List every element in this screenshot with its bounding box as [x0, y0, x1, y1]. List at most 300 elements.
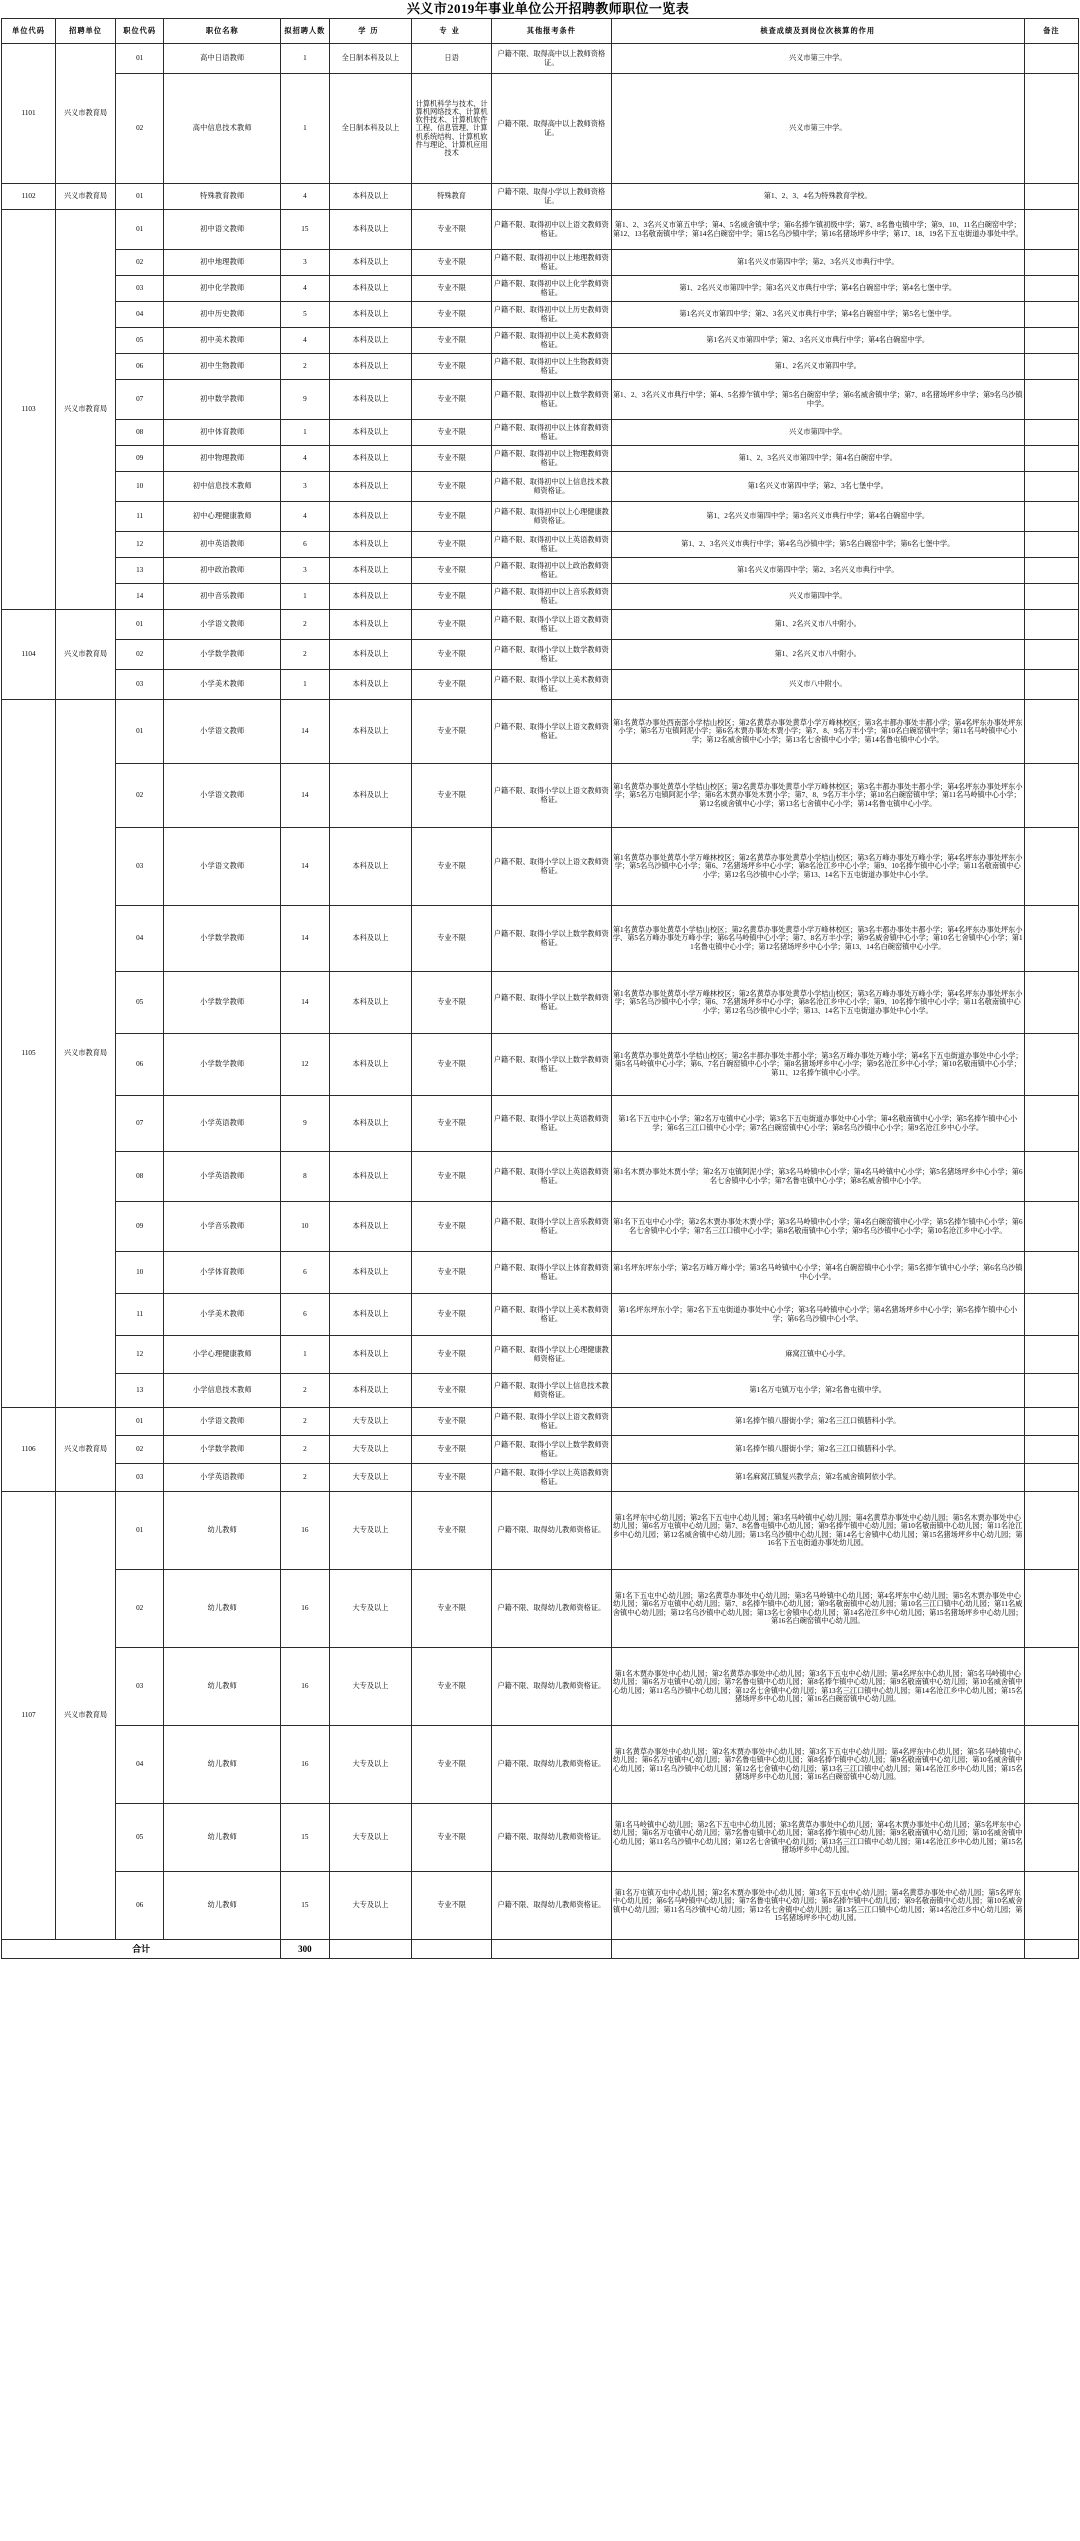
cell-position-code: 04	[115, 302, 163, 328]
cell-other-conditions: 户籍不限、取得初中以上信息技术教师资格证。	[492, 472, 612, 502]
cell-major: 专业不限	[412, 1804, 492, 1872]
cell-major: 专业不限	[412, 670, 492, 700]
cell-remark	[1024, 1034, 1078, 1096]
cell-assessment: 第1名兴义市第四中学；第2、3名兴义市典行中学。	[611, 250, 1024, 276]
cell-other-conditions: 户籍不限、取得小学以上英语教师资格证。	[492, 1464, 612, 1492]
cell-major: 专业不限	[412, 1336, 492, 1374]
cell-remark	[1024, 250, 1078, 276]
cell-assessment: 第1名坪东坪东小学；第2名万峰万峰小学；第3名马岭镇中心小学；第4名白碗窑镇中心小学；第5名捧乍镇中心小学；第6名乌沙镇中心小学。	[611, 1252, 1024, 1294]
table-row	[2, 906, 1079, 972]
cell-position-code: 01	[115, 44, 163, 74]
cell-remark	[1024, 558, 1078, 584]
cell-other-conditions: 户籍不限、取得小学以上语文教师资格证。	[492, 828, 612, 906]
cell-other-conditions: 户籍不限、取得小学以上数学教师资格证。	[492, 1034, 612, 1096]
cell-remark	[1024, 1492, 1078, 1570]
cell-education: 本科及以上	[329, 700, 412, 764]
cell-position-name: 小学数学教师	[164, 906, 281, 972]
cell-remark	[1024, 74, 1078, 184]
cell-major: 专业不限	[412, 472, 492, 502]
cell-remark	[1024, 184, 1078, 210]
cell-headcount: 12	[281, 1034, 329, 1096]
cell-assessment: 第1名兴义市第四中学；第2、3名兴义市典行中学。	[611, 558, 1024, 584]
table-row	[2, 184, 1079, 210]
cell-position-name: 初中政治教师	[164, 558, 281, 584]
cell-position-code: 10	[115, 1252, 163, 1294]
cell-major: 专业不限	[412, 1294, 492, 1336]
cell-other-conditions: 户籍不限、取得初中以上化学教师资格证。	[492, 276, 612, 302]
cell-unit-name: 兴义市教育局	[56, 700, 116, 1408]
cell-remark	[1024, 972, 1078, 1034]
table-row	[2, 1436, 1079, 1464]
table-row	[2, 1570, 1079, 1648]
cell-remark	[1024, 1152, 1078, 1202]
cell-headcount: 2	[281, 354, 329, 380]
cell-assessment: 第1名捧乍镇八腊街小学；第2名三江口镇腊科小学。	[611, 1436, 1024, 1464]
cell-position-name: 幼儿教师	[164, 1872, 281, 1940]
cell-position-code: 11	[115, 502, 163, 532]
cell-assessment: 兴义市第三中学。	[611, 74, 1024, 184]
cell-education: 大专及以上	[329, 1726, 412, 1804]
header-unit-code: 单位代码	[2, 19, 56, 44]
cell-major: 专业不限	[412, 380, 492, 420]
cell-position-name: 小学信息技术教师	[164, 1374, 281, 1408]
cell-headcount: 8	[281, 1152, 329, 1202]
cell-other-conditions: 户籍不限、取得幼儿教师资格证。	[492, 1570, 612, 1648]
cell-education: 本科及以上	[329, 354, 412, 380]
total-blank-cell	[1024, 1940, 1078, 1959]
cell-position-name: 初中地理教师	[164, 250, 281, 276]
header-other-conditions: 其他报考条件	[492, 19, 612, 44]
cell-education: 本科及以上	[329, 1202, 412, 1252]
table-row	[2, 1034, 1079, 1096]
cell-education: 本科及以上	[329, 1336, 412, 1374]
total-blank-cell	[329, 1940, 412, 1959]
cell-other-conditions: 户籍不限、取得初中以上美术教师资格证。	[492, 328, 612, 354]
cell-other-conditions: 户籍不限、取得幼儿教师资格证。	[492, 1872, 612, 1940]
cell-position-code: 13	[115, 1374, 163, 1408]
cell-position-name: 初中历史教师	[164, 302, 281, 328]
header-headcount: 拟招聘人数	[281, 19, 329, 44]
cell-other-conditions: 户籍不限、取得小学以上美术教师资格证。	[492, 670, 612, 700]
cell-headcount: 6	[281, 1294, 329, 1336]
cell-position-name: 初中美术教师	[164, 328, 281, 354]
cell-major: 专业不限	[412, 1492, 492, 1570]
cell-education: 大专及以上	[329, 1570, 412, 1648]
cell-position-code: 09	[115, 1202, 163, 1252]
cell-major: 专业不限	[412, 328, 492, 354]
cell-assessment: 第1、2名兴义市第四中学；第3名兴义市典行中学；第4名白碗窑中学；第4名七堡中学。	[611, 276, 1024, 302]
cell-headcount: 10	[281, 1202, 329, 1252]
cell-remark	[1024, 380, 1078, 420]
cell-assessment: 第1名黄草办事处黄草小学万峰林校区；第2名黄草办事处黄草小学桔山校区；第3名万峰办事处万峰小学；第4名坪东办事处坪东小学；第5名乌沙镇中心小学；第6、7名猪场坪乡中心小学；第8名沧江乡中心小学；第9、10名捧乍镇中心小学；第11名敬南镇中心小学；第12名乌沙镇中心小学；第13、14名下五屯街道办事处中心小学。	[611, 828, 1024, 906]
cell-position-name: 初中英语教师	[164, 532, 281, 558]
cell-position-code: 08	[115, 1152, 163, 1202]
cell-headcount: 16	[281, 1726, 329, 1804]
cell-education: 大专及以上	[329, 1804, 412, 1872]
cell-major: 专业不限	[412, 1570, 492, 1648]
cell-major: 专业不限	[412, 276, 492, 302]
cell-headcount: 5	[281, 302, 329, 328]
cell-unit-name: 兴义市教育局	[56, 610, 116, 700]
cell-position-code: 03	[115, 1648, 163, 1726]
cell-assessment: 第1名黄草办事处中心幼儿园；第2名木贾办事处中心幼儿园；第3名下五屯中心幼儿园；第4名坪东中心幼儿园；第5名马岭镇中心幼儿园；第6名万屯镇中心幼儿园；第7名鲁屯镇中心幼儿园；第8名捧乍镇中心幼儿园；第9名敬南镇中心幼儿园；第10名威舍镇中心幼儿园；第11名乌沙镇中心幼儿园；第12名七舍镇中心幼儿园；第13名三江口镇中心幼儿园；第14名沧江乡中心幼儿园；第15名猪场坪乡中心幼儿园；第16名白碗窑镇中心幼儿园。	[611, 1726, 1024, 1804]
table-row	[2, 670, 1079, 700]
header-assessment: 核查成绩及到岗位次核算的作用	[611, 19, 1024, 44]
cell-education: 本科及以上	[329, 380, 412, 420]
cell-assessment: 第1名黄草办事处黄草小学万峰林校区；第2名黄草办事处黄草小学桔山校区；第3名万峰办事处万峰小学；第4名坪东办事处坪东小学；第5名乌沙镇中心小学；第6、7名猪场坪乡中心小学；第8名沧江乡中心小学；第9、10名捧乍镇中心小学；第11名敬南镇中心小学；第12名乌沙镇中心小学；第13、14名下五屯街道办事处中心小学。	[611, 972, 1024, 1034]
cell-major: 专业不限	[412, 1096, 492, 1152]
cell-major: 专业不限	[412, 764, 492, 828]
table-row	[2, 44, 1079, 74]
header-unit: 招聘单位	[56, 19, 116, 44]
cell-education: 本科及以上	[329, 276, 412, 302]
cell-education: 本科及以上	[329, 972, 412, 1034]
cell-position-code: 11	[115, 1294, 163, 1336]
cell-other-conditions: 户籍不限、取得小学以上数学教师资格证。	[492, 1436, 612, 1464]
cell-remark	[1024, 1294, 1078, 1336]
cell-remark	[1024, 276, 1078, 302]
cell-other-conditions: 户籍不限、取得小学以上体育教师资格证。	[492, 1252, 612, 1294]
cell-major: 专业不限	[412, 420, 492, 446]
table-row	[2, 1152, 1079, 1202]
cell-other-conditions: 户籍不限、取得小学以上英语教师资格证。	[492, 1096, 612, 1152]
cell-major: 专业不限	[412, 1408, 492, 1436]
cell-assessment: 第1、2、3名兴义市典行中学；第4、5名捧乍镇中学；第5名白碗窑中学；第6名威舍镇中学；第7、8名猪场坪乡中学；第9名乌沙镇中学。	[611, 380, 1024, 420]
table-row	[2, 584, 1079, 610]
cell-position-name: 小学数学教师	[164, 972, 281, 1034]
cell-assessment: 第1、2名兴义市第四中学；第3名兴义市典行中学；第4名白碗窑中学。	[611, 502, 1024, 532]
cell-position-name: 小学语文教师	[164, 764, 281, 828]
cell-other-conditions: 户籍不限、取得小学以上数学教师资格证。	[492, 906, 612, 972]
cell-headcount: 15	[281, 1804, 329, 1872]
cell-major: 专业不限	[412, 828, 492, 906]
cell-position-name: 特殊教育教师	[164, 184, 281, 210]
cell-remark	[1024, 420, 1078, 446]
cell-assessment: 第1、2、3、4名为特殊教育学校。	[611, 184, 1024, 210]
cell-other-conditions: 户籍不限、取得初中以上英语教师资格证。	[492, 532, 612, 558]
cell-headcount: 16	[281, 1570, 329, 1648]
cell-headcount: 14	[281, 700, 329, 764]
cell-education: 本科及以上	[329, 1252, 412, 1294]
table-row	[2, 502, 1079, 532]
cell-position-code: 01	[115, 1492, 163, 1570]
cell-position-code: 04	[115, 1726, 163, 1804]
cell-assessment: 兴义市第四中学。	[611, 420, 1024, 446]
cell-assessment: 第1、2、3名兴义市典行中学；第4名乌沙镇中学；第5名白碗窑中学；第6名七堡中学。	[611, 532, 1024, 558]
cell-education: 本科及以上	[329, 906, 412, 972]
cell-remark	[1024, 1648, 1078, 1726]
cell-other-conditions: 户籍不限、取得初中以上生物教师资格证。	[492, 354, 612, 380]
table-row	[2, 828, 1079, 906]
title-band	[0, 0, 1080, 18]
cell-major: 专业不限	[412, 502, 492, 532]
cell-assessment: 麻窝江镇中心小学。	[611, 1336, 1024, 1374]
cell-assessment: 第1、2、3名兴义市第四中学；第4名白碗窑中学。	[611, 446, 1024, 472]
cell-education: 本科及以上	[329, 446, 412, 472]
cell-major: 专业不限	[412, 302, 492, 328]
cell-remark	[1024, 828, 1078, 906]
table-row	[2, 1408, 1079, 1436]
cell-remark	[1024, 584, 1078, 610]
table-row	[2, 640, 1079, 670]
cell-assessment: 第1名木贾办事处中心幼儿园；第2名黄草办事处中心幼儿园；第3名下五屯中心幼儿园；第4名坪东中心幼儿园；第5名马岭镇中心幼儿园；第6名万屯镇中心幼儿园；第7名鲁屯镇中心幼儿园；第8名捧乍镇中心幼儿园；第9名敬南镇中心幼儿园；第10名威舍镇中心幼儿园；第11名乌沙镇中心幼儿园；第12名七舍镇中心幼儿园；第13名三江口镇中心幼儿园；第14名沧江乡中心幼儿园；第15名猪场坪乡中心幼儿园；第16名白碗窑镇中心幼儿园。	[611, 1648, 1024, 1726]
cell-position-name: 幼儿教师	[164, 1804, 281, 1872]
cell-major: 专业不限	[412, 972, 492, 1034]
cell-position-code: 06	[115, 354, 163, 380]
cell-remark	[1024, 1570, 1078, 1648]
cell-other-conditions: 户籍不限、取得小学以上数学教师资格证。	[492, 972, 612, 1034]
cell-position-code: 01	[115, 700, 163, 764]
cell-education: 本科及以上	[329, 250, 412, 276]
cell-headcount: 16	[281, 1648, 329, 1726]
cell-headcount: 1	[281, 584, 329, 610]
table-row	[2, 1464, 1079, 1492]
cell-major: 专业不限	[412, 354, 492, 380]
cell-remark	[1024, 1464, 1078, 1492]
total-row	[2, 1940, 1079, 1959]
cell-headcount: 14	[281, 764, 329, 828]
cell-position-name: 小学英语教师	[164, 1096, 281, 1152]
table-row	[2, 1726, 1079, 1804]
cell-position-name: 高中日语教师	[164, 44, 281, 74]
cell-position-name: 幼儿教师	[164, 1726, 281, 1804]
cell-education: 本科及以上	[329, 1096, 412, 1152]
cell-major: 专业不限	[412, 1436, 492, 1464]
table-row	[2, 1252, 1079, 1294]
cell-assessment: 第1名坪东坪东小学；第2名下五屯街道办事处中心小学；第3名马岭镇中心小学；第4名猪场坪乡中心小学；第5名捧乍镇中心小学；第6名乌沙镇中心小学。	[611, 1294, 1024, 1336]
cell-other-conditions: 户籍不限、取得高中以上教师资格证。	[492, 74, 612, 184]
cell-other-conditions: 户籍不限、取得初中以上政治教师资格证。	[492, 558, 612, 584]
cell-major: 专业不限	[412, 1152, 492, 1202]
cell-unit-code: 1105	[2, 700, 56, 1408]
cell-other-conditions: 户籍不限、取得幼儿教师资格证。	[492, 1492, 612, 1570]
cell-position-code: 07	[115, 380, 163, 420]
cell-position-name: 初中化学教师	[164, 276, 281, 302]
cell-major: 专业不限	[412, 558, 492, 584]
cell-headcount: 14	[281, 828, 329, 906]
cell-position-code: 06	[115, 1034, 163, 1096]
cell-position-name: 小学数学教师	[164, 1436, 281, 1464]
cell-position-name: 初中音乐教师	[164, 584, 281, 610]
table-row	[2, 972, 1079, 1034]
table-row	[2, 472, 1079, 502]
cell-headcount: 9	[281, 380, 329, 420]
cell-assessment: 第1名黄草办事处黄草小学桔山校区；第2名黄草办事处黄草小学万峰林校区；第3名丰都办事处丰都小学；第4名坪东办事处坪东小学；第5名万屯镇阿泥小学；第6名木贾办事处木贾小学；第7、8、9名万丰小学；第10名白碗窑镇中学；第11名马岭镇中心小学；第12名威舍镇中心小学；第13名七舍镇中心小学；第14名鲁屯镇中心小学。	[611, 764, 1024, 828]
cell-other-conditions: 户籍不限、取得小学以上音乐教师资格证。	[492, 1202, 612, 1252]
cell-assessment: 第1名麻窝江镇复兴教学点；第2名威舍镇阿依小学。	[611, 1464, 1024, 1492]
cell-other-conditions: 户籍不限、取得小学以上教师资格证。	[492, 184, 612, 210]
cell-position-code: 03	[115, 828, 163, 906]
cell-other-conditions: 户籍不限、取得小学以上语文教师资格证。	[492, 700, 612, 764]
cell-education: 本科及以上	[329, 210, 412, 250]
cell-remark	[1024, 1872, 1078, 1940]
cell-remark	[1024, 472, 1078, 502]
cell-education: 本科及以上	[329, 302, 412, 328]
cell-headcount: 1	[281, 420, 329, 446]
cell-headcount: 2	[281, 640, 329, 670]
cell-major: 专业不限	[412, 584, 492, 610]
cell-position-code: 02	[115, 1436, 163, 1464]
total-blank-cell	[611, 1940, 1024, 1959]
cell-position-name: 幼儿教师	[164, 1570, 281, 1648]
cell-remark	[1024, 1804, 1078, 1872]
cell-headcount: 15	[281, 210, 329, 250]
cell-headcount: 6	[281, 1252, 329, 1294]
cell-position-name: 小学英语教师	[164, 1152, 281, 1202]
cell-headcount: 14	[281, 906, 329, 972]
cell-other-conditions: 户籍不限、取得初中以上历史教师资格证。	[492, 302, 612, 328]
cell-assessment: 第1、2名兴义市八中附小。	[611, 640, 1024, 670]
cell-major: 专业不限	[412, 906, 492, 972]
cell-education: 本科及以上	[329, 640, 412, 670]
cell-position-name: 初中体育教师	[164, 420, 281, 446]
cell-other-conditions: 户籍不限、取得初中以上心理健康教师资格证。	[492, 502, 612, 532]
cell-assessment: 第1名黄草办事处西南部小学桔山校区；第2名黄草办事处黄草小学万峰林校区；第3名丰都办事处丰都小学；第4名坪东办事处坪东小学；第5名万屯镇阿泥小学；第6名木贾办事处木贾小学；第7、8、9名万丰小学；第10名白碗窑镇中学；第11名马岭镇中心小学；第12名威舍镇中心小学；第13名七舍镇中心小学；第14名鲁屯镇中心小学。	[611, 700, 1024, 764]
table-row	[2, 558, 1079, 584]
table-row	[2, 1096, 1079, 1152]
cell-headcount: 1	[281, 74, 329, 184]
cell-unit-code: 1104	[2, 610, 56, 700]
table-row	[2, 276, 1079, 302]
cell-major: 计算机科学与技术、计算机网络技术、计算机软件技术、计算机软件工程、信息管理、计算机系统结构、计算机软件与理论、计算机应用技术	[412, 74, 492, 184]
cell-remark	[1024, 210, 1078, 250]
cell-headcount: 1	[281, 44, 329, 74]
cell-remark	[1024, 610, 1078, 640]
cell-major: 专业不限	[412, 1252, 492, 1294]
cell-other-conditions: 户籍不限、取得高中以上教师资格证。	[492, 44, 612, 74]
cell-position-code: 10	[115, 472, 163, 502]
header-education: 学历	[329, 19, 412, 44]
cell-education: 本科及以上	[329, 670, 412, 700]
cell-position-name: 初中心理健康教师	[164, 502, 281, 532]
cell-education: 本科及以上	[329, 532, 412, 558]
cell-education: 大专及以上	[329, 1492, 412, 1570]
recruitment-table	[1, 18, 1079, 1959]
cell-headcount: 2	[281, 1408, 329, 1436]
cell-unit-name: 兴义市教育局	[56, 184, 116, 210]
cell-position-code: 12	[115, 532, 163, 558]
cell-remark	[1024, 1408, 1078, 1436]
cell-position-code: 05	[115, 972, 163, 1034]
cell-unit-name: 兴义市教育局	[56, 1492, 116, 1940]
cell-other-conditions: 户籍不限、取得小学以上语文教师资格证。	[492, 610, 612, 640]
cell-remark	[1024, 1374, 1078, 1408]
cell-position-code: 05	[115, 328, 163, 354]
cell-remark	[1024, 640, 1078, 670]
cell-position-name: 初中信息技术教师	[164, 472, 281, 502]
cell-major: 专业不限	[412, 532, 492, 558]
cell-education: 全日制本科及以上	[329, 44, 412, 74]
cell-education: 全日制本科及以上	[329, 74, 412, 184]
cell-other-conditions: 户籍不限、取得小学以上英语教师资格证。	[492, 1152, 612, 1202]
cell-remark	[1024, 1336, 1078, 1374]
cell-remark	[1024, 354, 1078, 380]
cell-education: 大专及以上	[329, 1872, 412, 1940]
cell-assessment: 第1名兴义市第四中学；第2、3名兴义市典行中学；第4名白碗窑中学；第5名七堡中学。	[611, 302, 1024, 328]
table-body	[2, 44, 1079, 1959]
total-value: 300	[281, 1940, 329, 1959]
cell-major: 专业不限	[412, 250, 492, 276]
cell-remark	[1024, 1252, 1078, 1294]
table-row	[2, 74, 1079, 184]
cell-position-code: 12	[115, 1336, 163, 1374]
total-blank-cell	[412, 1940, 492, 1959]
cell-assessment: 第1、2名兴义市第四中学。	[611, 354, 1024, 380]
table-row	[2, 1202, 1079, 1252]
cell-unit-code: 1101	[2, 44, 56, 184]
cell-education: 大专及以上	[329, 1408, 412, 1436]
cell-headcount: 1	[281, 670, 329, 700]
cell-headcount: 3	[281, 250, 329, 276]
cell-assessment: 第1名兴义市第四中学；第2、3名兴义市典行中学；第4名白碗窑中学。	[611, 328, 1024, 354]
cell-remark	[1024, 906, 1078, 972]
header-remark: 备注	[1024, 19, 1078, 44]
cell-headcount: 2	[281, 1374, 329, 1408]
cell-education: 本科及以上	[329, 184, 412, 210]
cell-education: 本科及以上	[329, 764, 412, 828]
cell-other-conditions: 户籍不限、取得初中以上物理教师资格证。	[492, 446, 612, 472]
cell-assessment: 第1名捧乍镇八腊街小学；第2名三江口镇腊科小学。	[611, 1408, 1024, 1436]
cell-other-conditions: 户籍不限、取得初中以上地理教师资格证。	[492, 250, 612, 276]
cell-position-name: 高中信息技术教师	[164, 74, 281, 184]
cell-major: 专业不限	[412, 1034, 492, 1096]
cell-other-conditions: 户籍不限、取得初中以上数学教师资格证。	[492, 380, 612, 420]
cell-position-code: 02	[115, 1570, 163, 1648]
cell-assessment: 兴义市第四中学。	[611, 584, 1024, 610]
header-row	[2, 19, 1079, 44]
cell-position-name: 初中数学教师	[164, 380, 281, 420]
cell-education: 本科及以上	[329, 584, 412, 610]
cell-assessment: 第1名坪东中心幼儿园；第2名下五屯中心幼儿园；第3名马岭镇中心幼儿园；第4名黄草办事处中心幼儿园；第5名木贾办事处中心幼儿园；第6名万屯镇中心幼儿园；第7、8名鲁屯镇中心幼儿园；第9名捧乍镇中心幼儿园；第10名敬南镇中心幼儿园；第11名沧江乡中心幼儿园；第12名威舍镇中心幼儿园；第13名乌沙镇中心幼儿园；第14名七舍镇中心幼儿园；第15名猪场坪乡中心幼儿园；第16名下五屯街道办事处幼儿园。	[611, 1492, 1024, 1570]
table-row	[2, 1804, 1079, 1872]
cell-position-name: 小学美术教师	[164, 1294, 281, 1336]
cell-remark	[1024, 1096, 1078, 1152]
cell-position-code: 03	[115, 1464, 163, 1492]
cell-assessment: 第1名万屯镇万屯中心幼儿园；第2名木贾办事处中心幼儿园；第3名下五屯中心幼儿园；第4名黄草办事处中心幼儿园；第5名坪东中心幼儿园；第6名马岭镇中心幼儿园；第7名鲁屯镇中心幼儿园；第8名捧乍镇中心幼儿园；第9名敬南镇中心幼儿园；第10名威舍镇中心幼儿园；第11名乌沙镇中心幼儿园；第12名七舍镇中心幼儿园；第13名三江口镇中心幼儿园；第14名沧江乡中心幼儿园；第15名猪场坪乡中心幼儿园。	[611, 1872, 1024, 1940]
table-row	[2, 354, 1079, 380]
cell-position-name: 小学语文教师	[164, 610, 281, 640]
table-row	[2, 1294, 1079, 1336]
cell-remark	[1024, 1202, 1078, 1252]
cell-other-conditions: 户籍不限、取得小学以上数学教师资格证。	[492, 640, 612, 670]
cell-unit-code: 1103	[2, 210, 56, 610]
cell-major: 日语	[412, 44, 492, 74]
cell-position-name: 幼儿教师	[164, 1492, 281, 1570]
table-row	[2, 532, 1079, 558]
cell-remark	[1024, 670, 1078, 700]
cell-position-name: 小学语文教师	[164, 1408, 281, 1436]
table-row	[2, 1648, 1079, 1726]
cell-headcount: 16	[281, 1492, 329, 1570]
cell-assessment: 第1名黄草办事处黄草小学桔山校区；第2名黄草办事处黄草小学万峰林校区；第3名丰都办事处丰都小学；第4名坪东办事处坪东小学、第5名万峰办事处万峰小学；第6名马岭镇中心小学；第7、8名万丰小学；第9名威舍镇中心小学；第10名七舍镇中心小学；第11名鲁屯镇中心小学；第12名猪场坪乡中心小学；第13、14名白碗窑镇中心小学。	[611, 906, 1024, 972]
table-row	[2, 610, 1079, 640]
cell-education: 大专及以上	[329, 1436, 412, 1464]
cell-remark	[1024, 1436, 1078, 1464]
cell-position-code: 02	[115, 74, 163, 184]
cell-headcount: 4	[281, 276, 329, 302]
page-title: 兴义市2019年事业单位公开招聘教师职位一览表	[406, 1, 690, 16]
header-position-name: 职位名称	[164, 19, 281, 44]
cell-education: 本科及以上	[329, 502, 412, 532]
cell-education: 本科及以上	[329, 328, 412, 354]
cell-remark	[1024, 446, 1078, 472]
table-row	[2, 1374, 1079, 1408]
header-position-code: 职位代码	[115, 19, 163, 44]
cell-headcount: 14	[281, 972, 329, 1034]
cell-education: 本科及以上	[329, 420, 412, 446]
table-row	[2, 420, 1079, 446]
cell-unit-code: 1106	[2, 1408, 56, 1492]
